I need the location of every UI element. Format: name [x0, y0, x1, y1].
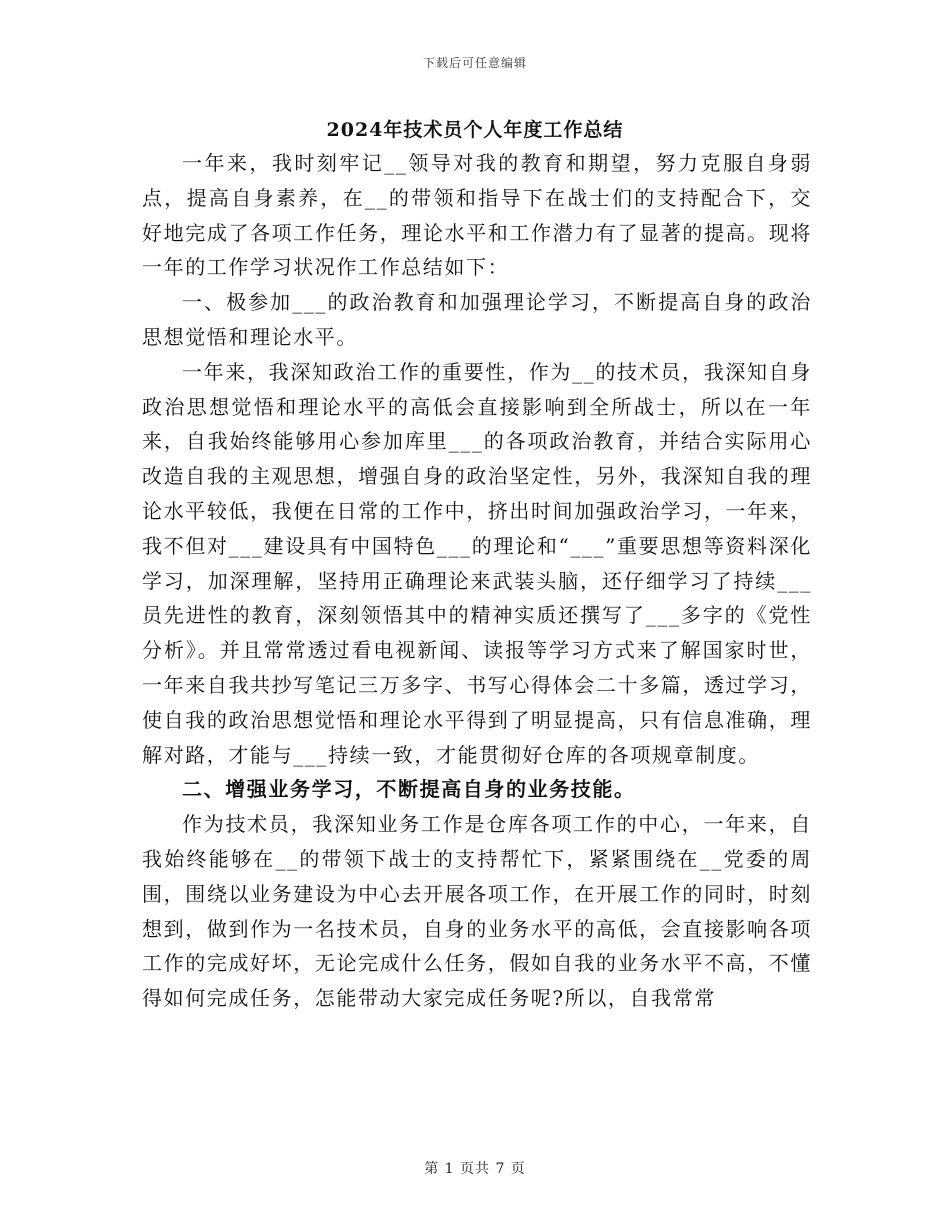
document-title: 2024年技术员个人年度工作总结: [326, 119, 624, 141]
paragraph-business-study: 作为技术员，我深知业务工作是仓库各项工作的中心，一年来，自我始终能够在__的带领下战士的支持帮忙下，紧紧围绕在__党委的周围，围绕以业务建设为中心去开展各项工作，在开展工作的同时，时刻想到，做到作为一名技术员，自身的业务水平的高低，会直接影响各项工作的完成好坏，无论完成什么任务，假如自我的业务水平不高，不懂得如何完成任务，怎能带动大家完成任务呢?所以，自我常常: [142, 812, 812, 1011]
header-note: 下载后可任意编辑: [422, 56, 527, 70]
section-heading-2: 二、增强业务学习，不断提高自身的业务技能。: [182, 777, 636, 802]
page-number-footer: 第 1 页共 7 页: [424, 1161, 526, 1177]
paragraph-intro: 一年来，我时刻牢记__领导对我的教育和期望，努力克服自身弱点，提高自身素养，在__的带领和指导下在战士们的支持配合下，交好地完成了各项工作任务，理论水平和工作潜力有了显著的提高。现将一年的工作学习状况作工作总结如下：: [142, 151, 812, 280]
paragraph-political-study: 一年来，我深知政治工作的重要性，作为__的技术员，我深知自身政治思想觉悟和理论水平的高低会直接影响到全所战士，所以在一年来，自我始终能够用心参加库里___的各项政治教育，并结合实际用心改造自我的主观思想，增强自身的政治坚定性，另外，我深知自我的理论水平较低，我便在日常的工作中，挤出时间加强政治学习，一年来，我不但对___建设具有中国特色___的理论和“___”重要思想等资料深化学习，加深理解，坚持用正确理论来武装头脑，还仔细学习了持续___员先进性的教育，深刻领悟其中的精神实质还撰写了___多字的《党性分析》。并且常常透过看电视新闻、读报等学习方式来了解国家时世，一年来自我共抄写笔记三万多字、书写心得体会二十多篇，透过学习，使自我的政治思想觉悟和理论水平得到了明显提高，只有信息准确，理解对路，才能与___持续一致，才能贯彻好仓库的各项规章制度。: [142, 359, 812, 767]
document-body: [142, 146, 812, 1016]
section-heading-1: 一、极参加___的政治教育和加强理论学习，不断提高自身的政治思想觉悟和理论水平。: [142, 290, 812, 349]
